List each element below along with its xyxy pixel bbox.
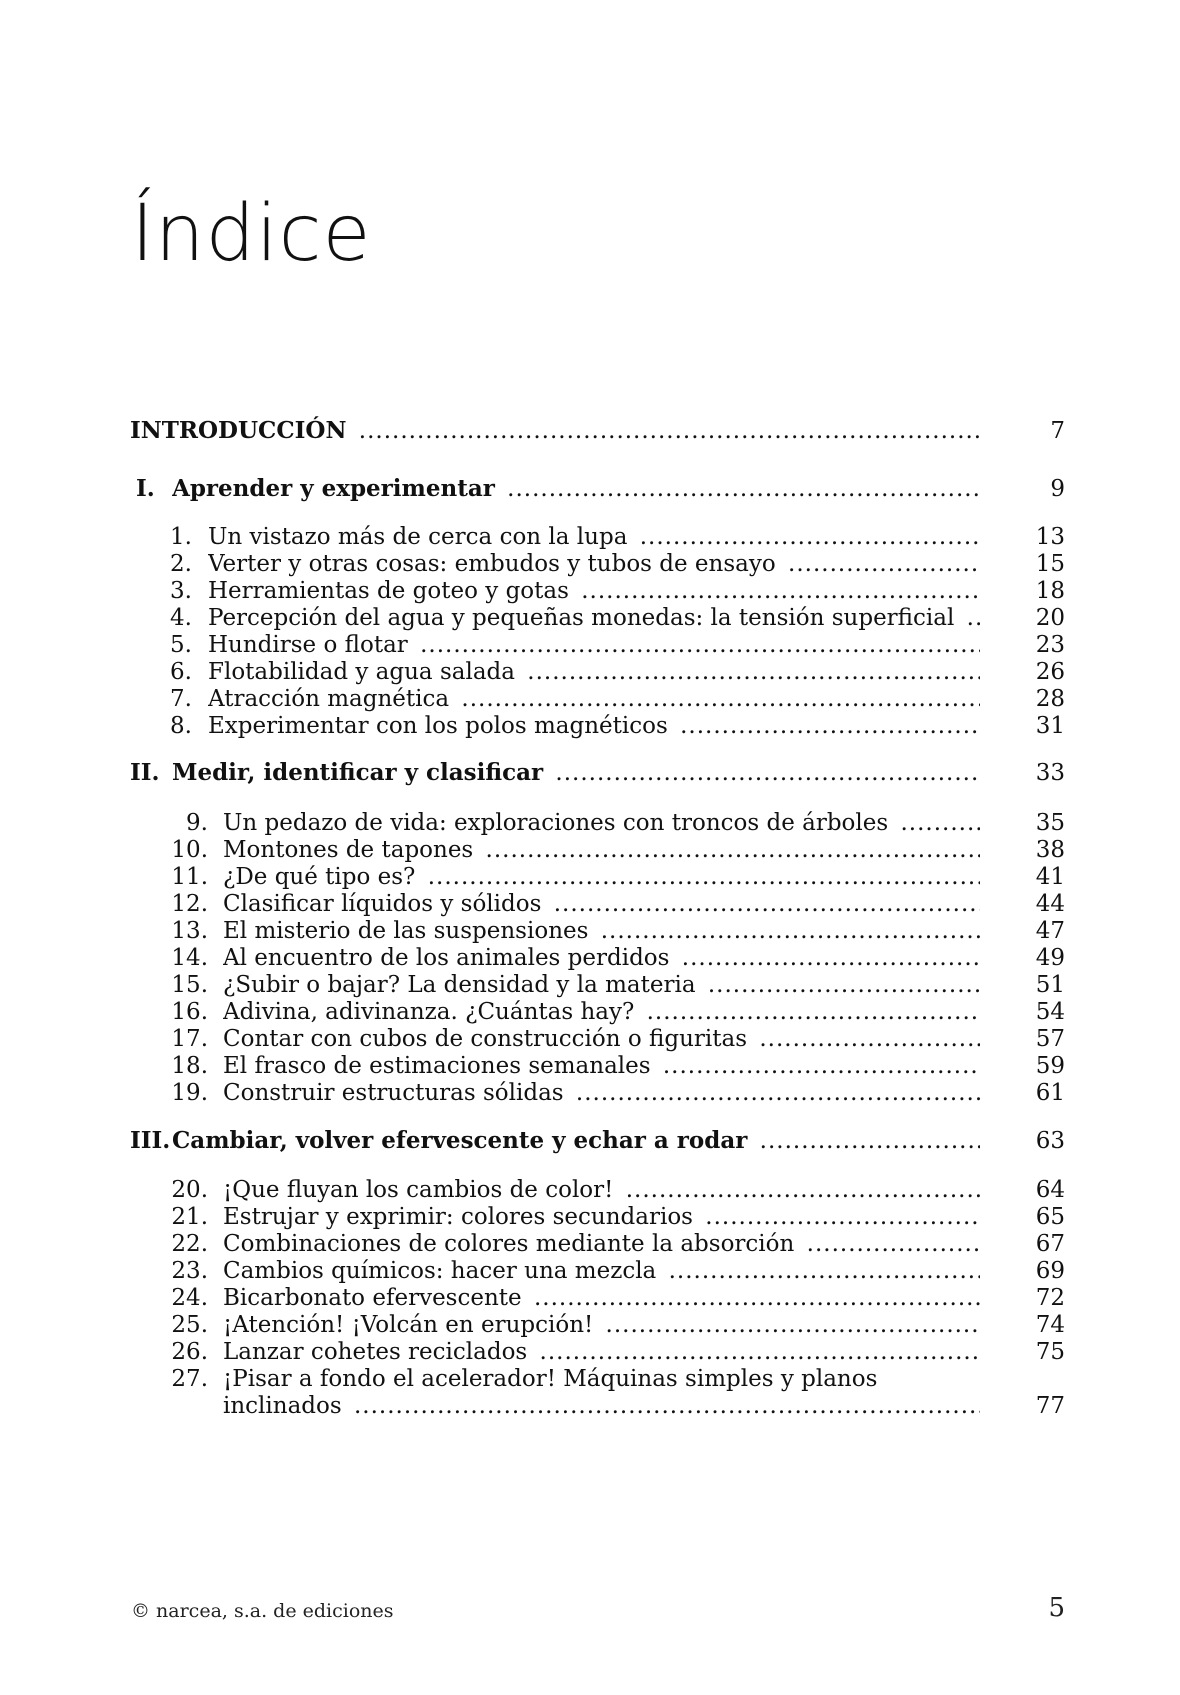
- entry-page-number: 75: [1035, 1339, 1065, 1365]
- entry-number: 19.: [171, 1080, 208, 1106]
- entry-title: Cambios químicos: hacer una mezcla: [223, 1258, 660, 1284]
- entry-page-number: 33: [1035, 760, 1065, 786]
- entry-page-number: 31: [1035, 713, 1065, 739]
- entry-page-number: 28: [1035, 686, 1065, 712]
- entry-page-number: 61: [1035, 1080, 1065, 1106]
- toc-chapter-14[interactable]: [130, 943, 1065, 973]
- entry-page-number: 44: [1035, 891, 1065, 917]
- entry-title: Estrujar y exprimir: colores secundarios: [223, 1204, 697, 1230]
- entry-number: 20.: [171, 1177, 208, 1203]
- toc-chapter-4[interactable]: [130, 603, 1065, 633]
- entry-page-number: 47: [1035, 918, 1065, 944]
- entry-title: ¡Atención! ¡Volcán en erupción!: [223, 1312, 597, 1338]
- entry-number: 14.: [171, 945, 208, 971]
- entry-page-number: 38: [1035, 837, 1065, 863]
- toc-chapter-25[interactable]: [130, 1310, 1065, 1340]
- entry-number: 4.: [170, 605, 192, 631]
- entry-title: Bicarbonato efervescente: [223, 1285, 526, 1311]
- entry-title: Combinaciones de colores mediante la absorción: [223, 1231, 798, 1257]
- entry-title: Experimentar con los polos magnéticos: [208, 713, 672, 739]
- toc-chapter-9[interactable]: [130, 808, 1065, 838]
- toc-chapter-22[interactable]: [130, 1229, 1065, 1259]
- entry-page-number: 41: [1035, 864, 1065, 890]
- entry-number: 10.: [171, 837, 208, 863]
- entry-page-number: 59: [1035, 1053, 1065, 1079]
- toc-chapter-11[interactable]: [130, 862, 1065, 892]
- entry-number: 27.: [171, 1366, 208, 1392]
- entry-number: III.: [130, 1127, 171, 1154]
- entry-page-number: 18: [1035, 578, 1065, 604]
- toc-chapter-10[interactable]: [130, 835, 1065, 865]
- entry-number: 25.: [171, 1312, 208, 1338]
- entry-page-number: 65: [1035, 1204, 1065, 1230]
- entry-page-number: 9: [1050, 476, 1065, 502]
- entry-page-number: 7: [1050, 418, 1065, 444]
- toc-chapter-7[interactable]: [130, 684, 1065, 714]
- entry-page-number: 54: [1035, 999, 1065, 1025]
- entry-title: Percepción del agua y pequeñas monedas: la tensión superficial: [208, 605, 958, 631]
- toc-chapter-27[interactable]: [130, 1364, 1065, 1394]
- entry-number: 3.: [170, 578, 192, 604]
- entry-number: 21.: [171, 1204, 208, 1230]
- entry-page-number: 23: [1035, 632, 1065, 658]
- entry-number: 11.: [171, 864, 208, 890]
- entry-title: Flotabilidad y agua salada: [208, 659, 519, 685]
- entry-title: Medir, identificar y clasificar: [172, 759, 547, 786]
- toc-chapter-5[interactable]: [130, 630, 1065, 660]
- page-title: Índice: [131, 189, 372, 279]
- entry-title: El frasco de estimaciones semanales: [223, 1053, 655, 1079]
- entry-page-number: 67: [1035, 1231, 1065, 1257]
- entry-number: 1.: [170, 524, 192, 550]
- toc-chapter-27-continued[interactable]: [130, 1391, 1065, 1421]
- entry-number: 12.: [171, 891, 208, 917]
- toc-chapter-23[interactable]: [130, 1256, 1065, 1286]
- entry-page-number: 74: [1035, 1312, 1065, 1338]
- toc-chapter-20[interactable]: [130, 1175, 1065, 1205]
- entry-title: Al encuentro de los animales perdidos: [223, 945, 673, 971]
- entry-title: Verter y otras cosas: embudos y tubos de ensayo: [208, 551, 780, 577]
- entry-number: 6.: [170, 659, 192, 685]
- toc-chapter-15[interactable]: [130, 970, 1065, 1000]
- entry-number: I.: [136, 475, 155, 502]
- entry-page-number: 77: [1035, 1393, 1065, 1419]
- toc-part-3[interactable]: [130, 1126, 1065, 1156]
- entry-title: Cambiar, volver efervescente y echar a rodar: [172, 1127, 751, 1154]
- entry-title: Lanzar cohetes reciclados: [223, 1339, 531, 1365]
- toc-chapter-16[interactable]: [130, 997, 1065, 1027]
- entry-page-number: 26: [1035, 659, 1065, 685]
- entry-page-number: 64: [1035, 1177, 1065, 1203]
- toc-chapter-26[interactable]: [130, 1337, 1065, 1367]
- entry-page-number: 69: [1035, 1258, 1065, 1284]
- toc-chapter-12[interactable]: [130, 889, 1065, 919]
- toc-chapter-6[interactable]: [130, 657, 1065, 687]
- entry-title: INTRODUCCIÓN: [130, 417, 350, 444]
- copyright-notice: © narcea, s.a. de ediciones: [131, 1600, 394, 1622]
- toc-part-2[interactable]: [130, 758, 1065, 788]
- entry-number: 2.: [170, 551, 192, 577]
- entry-page-number: 15: [1035, 551, 1065, 577]
- toc-chapter-17[interactable]: [130, 1024, 1065, 1054]
- toc-chapter-8[interactable]: [130, 711, 1065, 741]
- entry-number: II.: [130, 759, 160, 786]
- entry-number: 16.: [171, 999, 208, 1025]
- entry-number: 5.: [170, 632, 192, 658]
- entry-number: 17.: [171, 1026, 208, 1052]
- entry-title: Un pedazo de vida: exploraciones con troncos de árboles: [223, 810, 892, 836]
- entry-title: ¡Pisar a fondo el acelerador! Máquinas simples y planos: [223, 1366, 881, 1392]
- entry-title: Contar con cubos de construcción o figuritas: [223, 1026, 751, 1052]
- entry-title: Aprender y experimentar: [172, 475, 499, 502]
- entry-number: 8.: [170, 713, 192, 739]
- toc-chapter-19[interactable]: [130, 1078, 1065, 1108]
- entry-number: 22.: [171, 1231, 208, 1257]
- entry-number: 13.: [171, 918, 208, 944]
- entry-title: ¿Subir o bajar? La densidad y la materia: [223, 972, 700, 998]
- entry-page-number: 63: [1035, 1128, 1065, 1154]
- page-number: 5: [1048, 1593, 1065, 1623]
- entry-title: Adivina, adivinanza. ¿Cuántas hay?: [223, 999, 638, 1025]
- entry-title: inclinados: [223, 1393, 346, 1419]
- entry-number: 7.: [170, 686, 192, 712]
- entry-title: Hundirse o flotar: [208, 632, 412, 658]
- entry-page-number: 20: [1035, 605, 1065, 631]
- toc-chapter-18[interactable]: [130, 1051, 1065, 1081]
- entry-number: 9.: [186, 810, 208, 836]
- entry-page-number: 51: [1035, 972, 1065, 998]
- entry-title: ¿De qué tipo es?: [223, 864, 419, 890]
- entry-title: ¡Que fluyan los cambios de color!: [223, 1177, 617, 1203]
- toc-chapter-1[interactable]: [130, 522, 1065, 552]
- toc-part-1[interactable]: [130, 474, 1065, 504]
- entry-title: Montones de tapones: [223, 837, 477, 863]
- entry-page-number: 49: [1035, 945, 1065, 971]
- toc-introduction[interactable]: [130, 416, 1065, 446]
- entry-title: Herramientas de goteo y gotas: [208, 578, 573, 604]
- toc-chapter-2[interactable]: [130, 549, 1065, 579]
- entry-page-number: 35: [1035, 810, 1065, 836]
- entry-title: Atracción magnética: [208, 686, 453, 712]
- entry-number: 26.: [171, 1339, 208, 1365]
- entry-number: 15.: [171, 972, 208, 998]
- entry-number: 18.: [171, 1053, 208, 1079]
- entry-page-number: 57: [1035, 1026, 1065, 1052]
- entry-page-number: 72: [1035, 1285, 1065, 1311]
- toc-chapter-13[interactable]: [130, 916, 1065, 946]
- entry-title: El misterio de las suspensiones: [223, 918, 592, 944]
- entry-page-number: 13: [1035, 524, 1065, 550]
- toc-chapter-3[interactable]: [130, 576, 1065, 606]
- entry-title: Construir estructuras sólidas: [223, 1080, 568, 1106]
- entry-number: 23.: [171, 1258, 208, 1284]
- entry-number: 24.: [171, 1285, 208, 1311]
- toc-chapter-24[interactable]: [130, 1283, 1065, 1313]
- entry-title: Un vistazo más de cerca con la lupa: [208, 524, 631, 550]
- toc-chapter-21[interactable]: [130, 1202, 1065, 1232]
- entry-title: Clasificar líquidos y sólidos: [223, 891, 545, 917]
